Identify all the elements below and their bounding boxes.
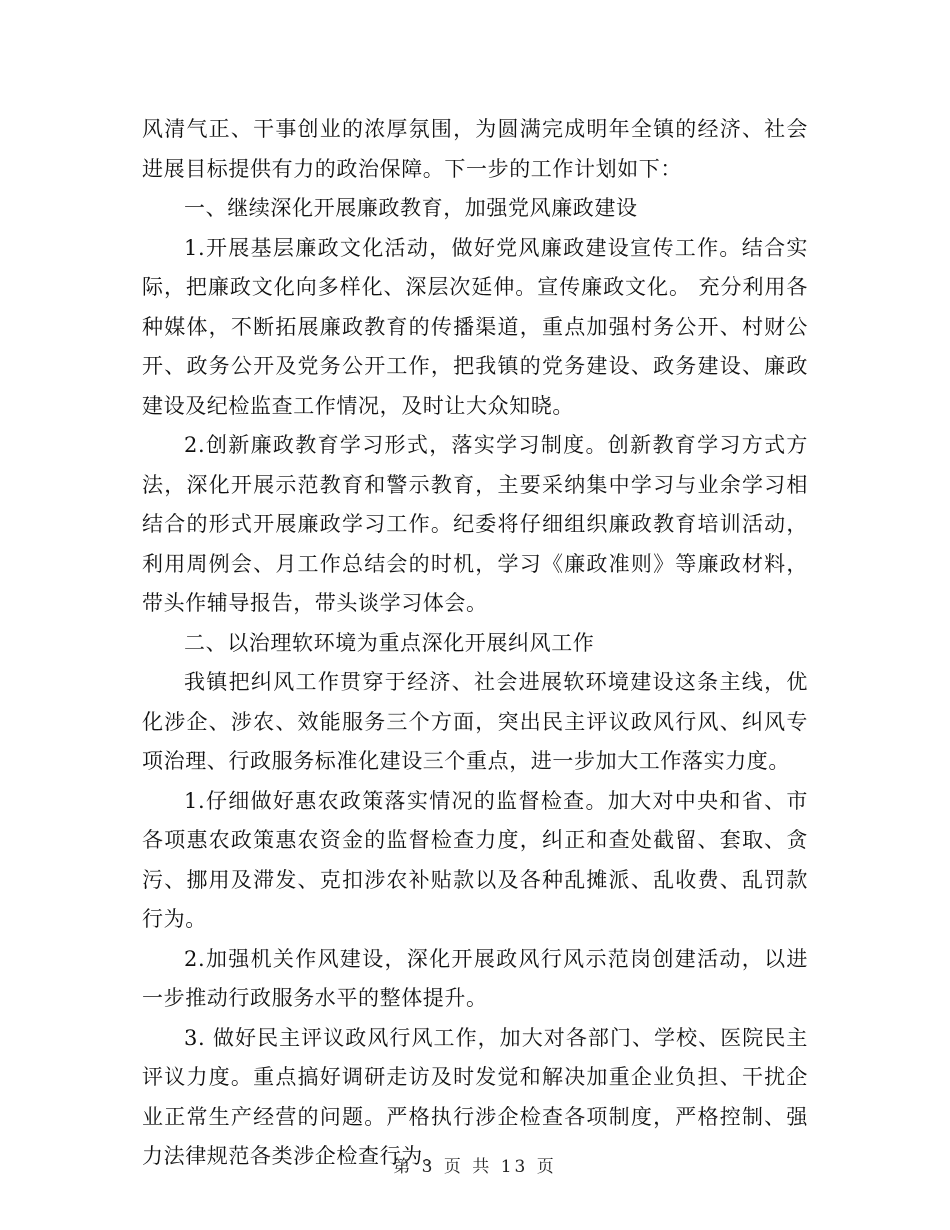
paragraph-1-1: 1.开展基层廉政文化活动，做好党风廉政建设宣传工作。结合实际，把廉政文化向多样化、深层次延伸。宣传廉政文化。 充分利用各种媒体，不断拓展廉政教育的传播渠道，重点加强村务公开、村财公开、政务公开及党务公开工作，把我镇的党务建设、政务建设、廉政建设及纪检监查工作情况，及时让大众知晓。: [142, 235, 808, 418]
section-heading-2: 二、以治理软环境为重点深化开展纠风工作: [184, 630, 595, 655]
paragraph-2-2: 2.加强机关作风建设，深化开展政风行风示范岗创建活动，以进一步推动行政服务水平的整体提升。: [142, 946, 808, 1010]
paragraph-2-3: 3. 做好民主评议政风行风工作，加大对各部门、学校、医院民主评议力度。重点搞好调研走访及时发觉和解决加重企业负担、干扰企业正常生产经营的问题。严格执行涉企检查各项制度，严格控制、强力法律规范各类涉企检查行为。: [142, 1025, 808, 1168]
section-heading-1: 一、继续深化开展廉政教育，加强党风廉政建设: [184, 196, 638, 220]
paragraph-1-2: 2.创新廉政教育学习形式，落实学习制度。创新教育学习方式方法，深化开展示范教育和警示教育，主要采纳集中学习与业余学习相结合的形式开展廉政学习工作。纪委将仔细组织廉政教育培训活动，利用周例会、月工作总结会的时机，学习《廉政准则》等廉政材料，带头作辅导报告，带头谈学习体会。: [142, 433, 808, 615]
document-body: [142, 110, 808, 1177]
paragraph-intro: 风清气正、干事创业的浓厚氛围，为圆满完成明年全镇的经济、社会进展目标提供有力的政治保障。下一步的工作计划如下：: [142, 117, 808, 181]
paragraph-2-intro: 我镇把纠风工作贯穿于经济、社会进展软环境建设这条主线，优化涉企、涉农、效能服务三个方面，突出民主评议政风行风、纠风专项治理、行政服务标准化建设三个重点，进一步加大工作落实力度。: [142, 670, 808, 773]
page-number-footer: 第 3 页 共 13 页: [393, 1157, 557, 1177]
paragraph-2-1: 1.仔细做好惠农政策落实情况的监督检查。加大对中央和省、市各项惠农政策惠农资金的监督检查力度，纠正和查处截留、套取、贪污、挪用及滞发、克扣涉农补贴款以及各种乱摊派、乱收费、乱罚款行为。: [142, 788, 808, 931]
